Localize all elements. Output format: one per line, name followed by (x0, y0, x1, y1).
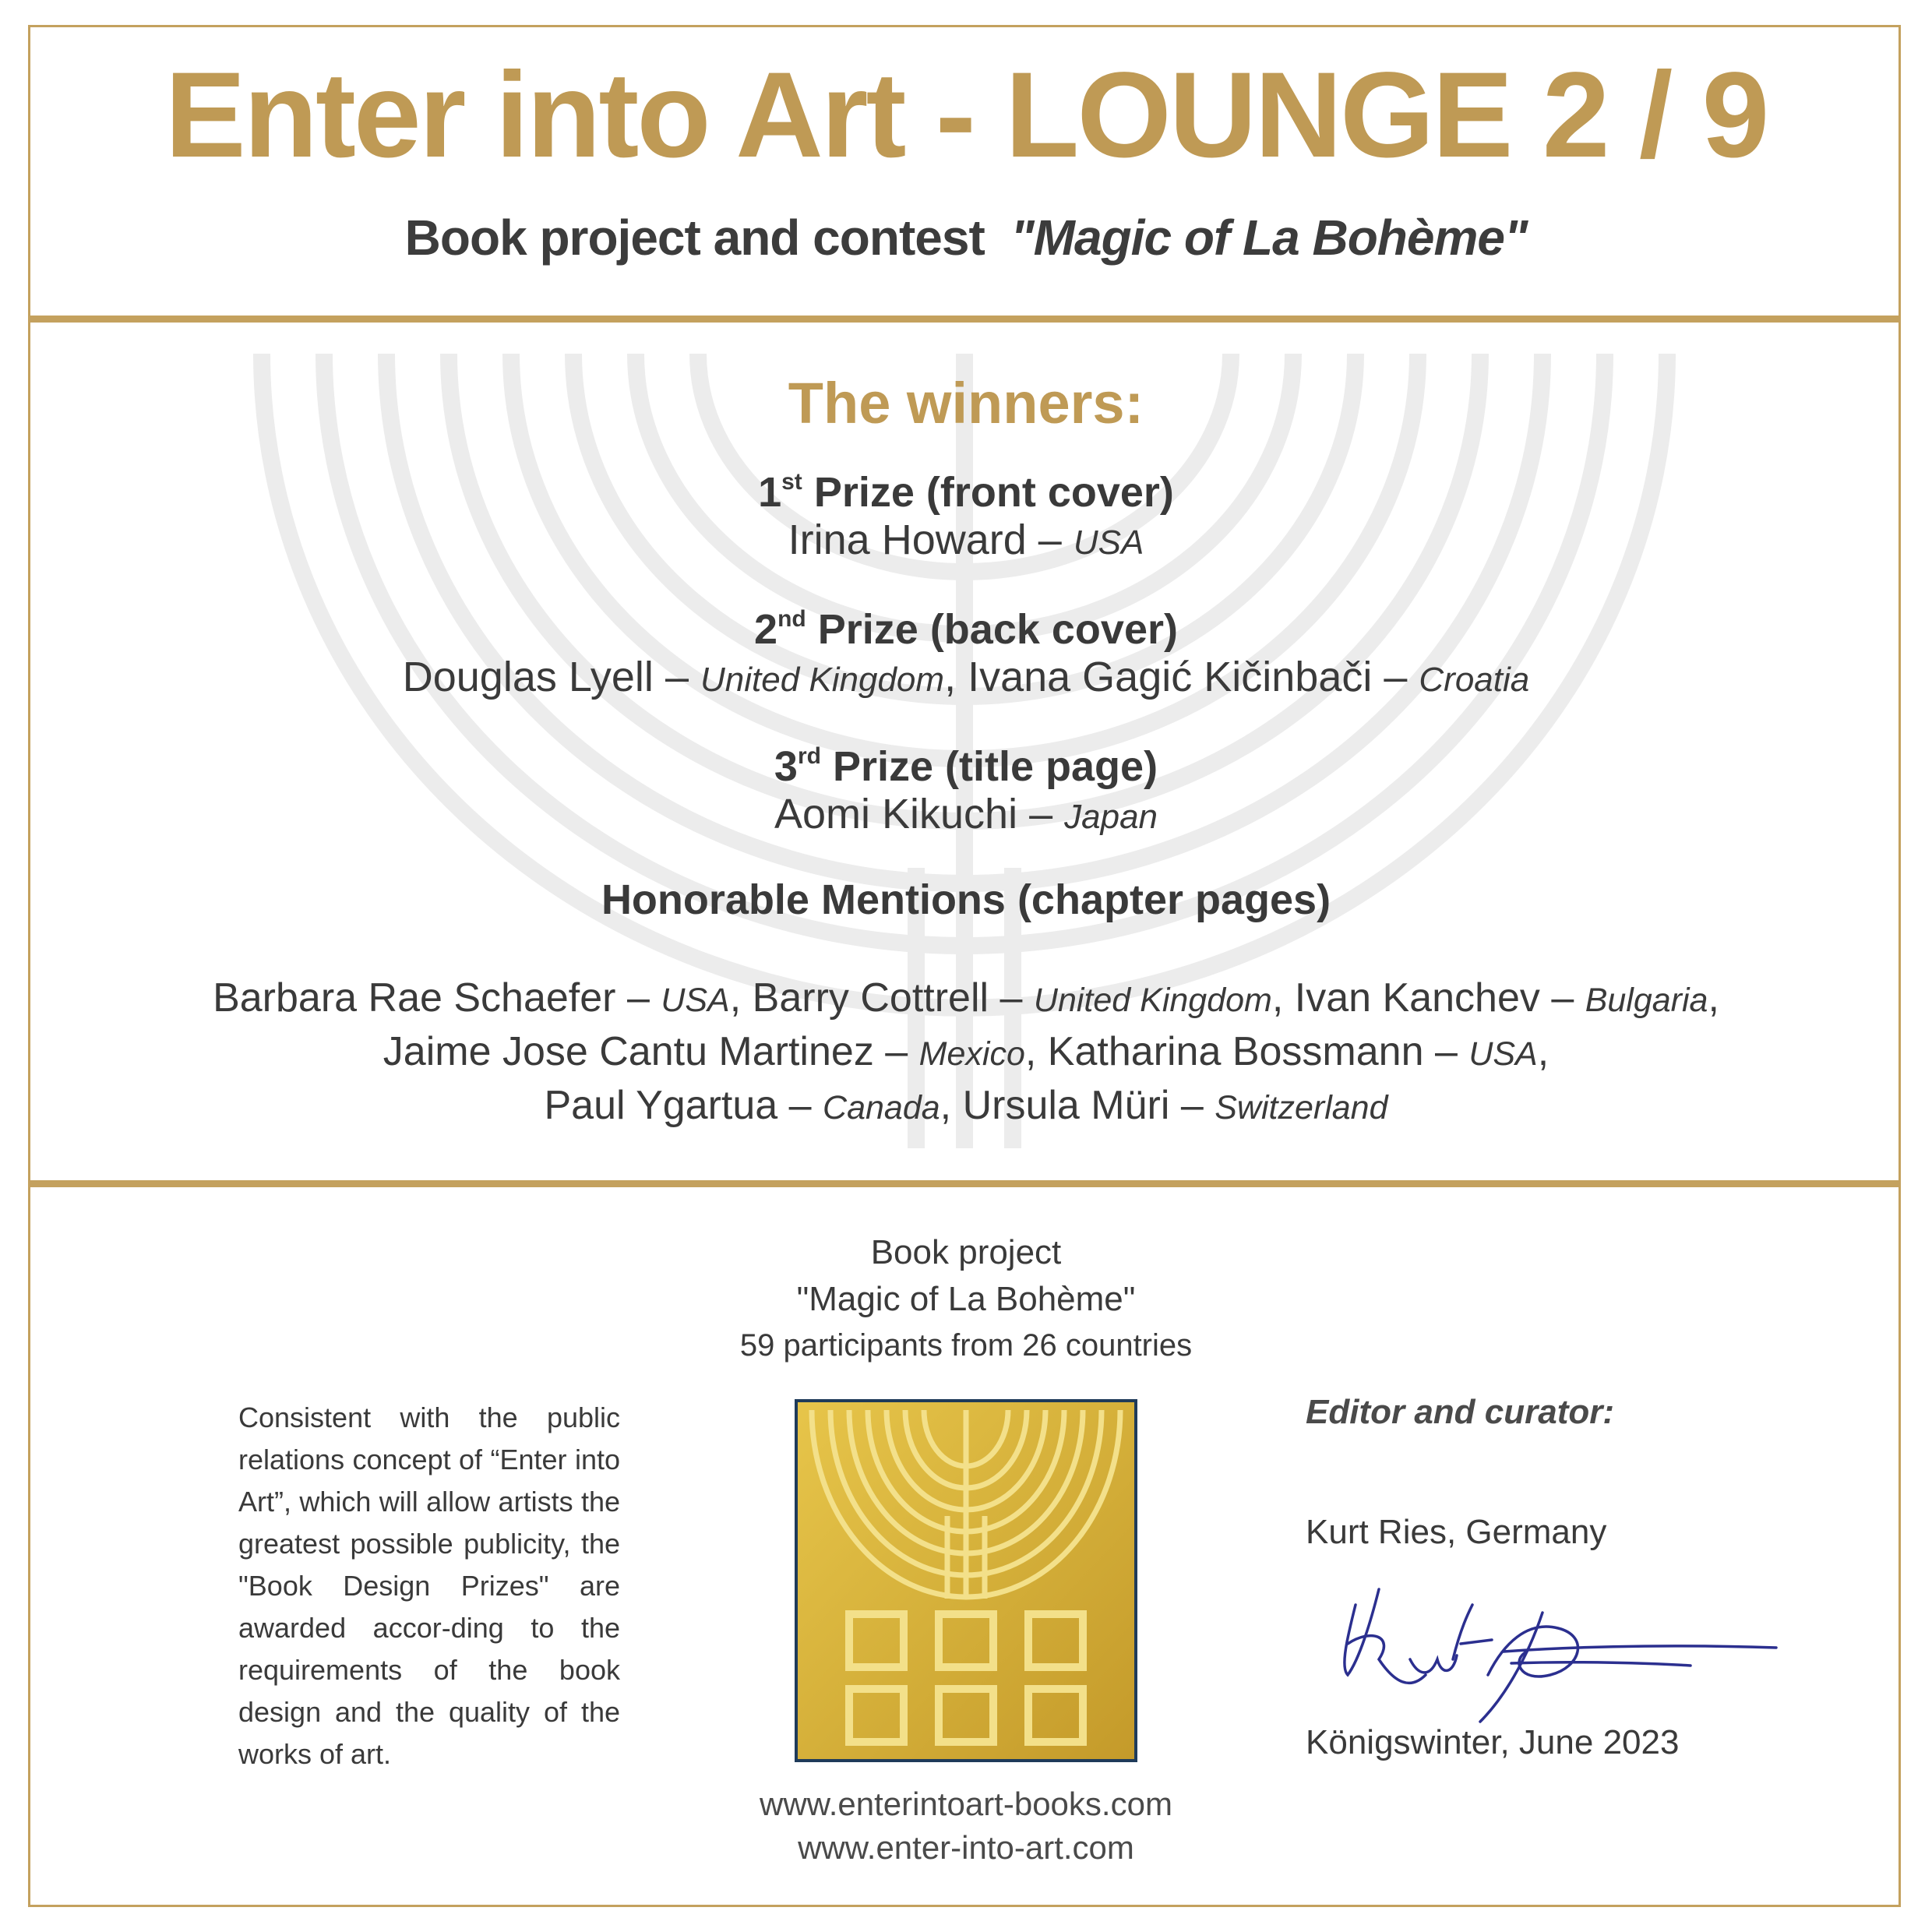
page-title: Enter into Art - LOUNGE 2 / 9 (164, 48, 1768, 183)
mention-country: United Kingdom (1033, 982, 1272, 1019)
mention-name: Barry Cottrell (752, 975, 989, 1021)
honorable-heading: Honorable Mentions (chapter pages) (601, 876, 1331, 923)
prize-3-suffix: rd (797, 743, 821, 769)
winner-name: Aomi Kikuchi (774, 791, 1018, 838)
honorable-line: Jaime Jose Cantu Martinez – Mexico, Katharina Bossmann – USA, (383, 1029, 1549, 1074)
book-project-participants: 59 participants from 26 countries (739, 1328, 1193, 1363)
prize-3-heading (0, 743, 1932, 790)
page-subtitle (0, 209, 1932, 266)
editor-name: Kurt Ries, Germany (1306, 1513, 1607, 1551)
prize-1 (0, 469, 1932, 564)
honorable-heading-block (0, 877, 1932, 923)
signature (1324, 1574, 1792, 1729)
prize-2-heading (0, 606, 1932, 653)
subtitle-quote: "Magic of La Bohème" (1010, 210, 1528, 266)
winners-heading: The winners: (788, 371, 1144, 435)
mention-country: Switzerland (1215, 1089, 1388, 1126)
mention-name: Paul Ygartua (544, 1083, 778, 1128)
prize-2-winners: Douglas Lyell – United Kingdom, Ivana Gagić Kičinbači – Croatia (402, 654, 1530, 701)
mention-country: USA (661, 982, 730, 1019)
honorable-line: Barbara Rae Schaefer – USA, Barry Cottrell – United Kingdom, Ivan Kanchev – Bulgaria, (213, 975, 1719, 1021)
divider-bottom (28, 1180, 1901, 1187)
place-date: Königswinter, June 2023 (1306, 1723, 1680, 1761)
prize-3-ordinal: 3 (774, 743, 798, 790)
enter-into-art-logo (795, 1399, 1137, 1762)
winner-country: United Kingdom (700, 661, 945, 700)
mention-country: Canada (823, 1089, 940, 1126)
divider-top (28, 316, 1901, 323)
book-project-info (0, 1229, 1932, 1368)
mention-name: Jaime Jose Cantu Martinez (383, 1029, 874, 1074)
subtitle-prefix: Book project and contest (404, 210, 985, 266)
mention-country: USA (1468, 1035, 1538, 1073)
prize-1-ordinal: 1 (758, 469, 782, 516)
honorable-line: Paul Ygartua – Canada, Ursula Müri – Switzerland (544, 1083, 1388, 1128)
website-links (0, 1782, 1932, 1870)
mention-country: Bulgaria (1585, 982, 1708, 1019)
prize-3-winners: Aomi Kikuchi – Japan (774, 791, 1158, 838)
concept-paragraph: Consistent with the public relations concept of “Enter into Art”, which will allow artists the greatest possible publicity, the "Book Design Prizes" are awarded accor-ding to the requirements of the book design and the quality of the works of art. (238, 1401, 620, 1770)
book-project-title: "Magic of La Bohème" (796, 1280, 1136, 1318)
prize-1-suffix: st (781, 469, 802, 495)
mention-name: Ursula Müri (962, 1083, 1170, 1128)
prize-2 (0, 606, 1932, 701)
winner-name: Ivana Gagić Kičinbači (968, 654, 1373, 701)
mention-name: Barbara Rae Schaefer (213, 975, 616, 1021)
prize-2-suffix: nd (777, 606, 806, 632)
mention-name: Katharina Bossmann (1047, 1029, 1424, 1074)
honorable-list (0, 972, 1932, 1133)
url-main[interactable]: www.enter-into-art.com (798, 1829, 1134, 1866)
book-project-label: Book project (870, 1233, 1062, 1271)
winner-name: Irina Howard (788, 516, 1027, 564)
winner-country: Japan (1064, 798, 1158, 837)
mention-country: Mexico (918, 1035, 1025, 1073)
prize-3-label: Prize (title page) (832, 743, 1158, 790)
winner-country: Croatia (1419, 661, 1530, 700)
url-books[interactable]: www.enterintoart-books.com (760, 1786, 1172, 1822)
prize-2-label: Prize (back cover) (817, 606, 1178, 653)
mention-name: Ivan Kanchev (1294, 975, 1540, 1021)
prize-3 (0, 743, 1932, 838)
winner-name: Douglas Lyell (402, 654, 654, 701)
prize-2-ordinal: 2 (754, 606, 778, 653)
prize-1-heading (0, 469, 1932, 516)
prize-1-label: Prize (front cover) (813, 469, 1174, 516)
winner-country: USA (1073, 524, 1144, 562)
prize-1-winners: Irina Howard – USA (788, 516, 1144, 564)
editor-label: Editor and curator: (1306, 1393, 1615, 1431)
